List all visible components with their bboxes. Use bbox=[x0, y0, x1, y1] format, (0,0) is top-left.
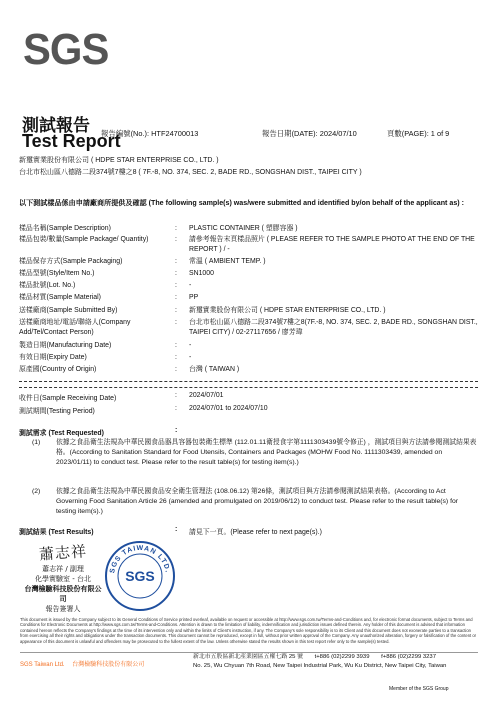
colon: : bbox=[175, 258, 177, 265]
signatory-company: 台灣檢驗科技股份有限公司 bbox=[24, 585, 102, 603]
seal-center-text: SGS bbox=[125, 568, 155, 584]
client-name: 新璽實業股份有限公司 ( HDPE STAR ENTERPRISE CO., LTD. ) bbox=[19, 157, 219, 164]
request-2-text: 依據之食品衛生法規為中華民國食品安全衛生管理法 (108.06.12) 第26條，測試項目與方法請參閱測試結果表格。(According to Act Governing Food Sanitation Article 26 (amended and promulgated on 2019/06/12) to conduct test. Please refer to the result table(s) for testing item(s).) bbox=[56, 488, 459, 515]
footer-company-zh: 台灣檢驗科技股份有限公司 bbox=[72, 662, 145, 668]
field-label: 送樣廠商(Sample Submitted By) bbox=[19, 307, 118, 314]
page-number: 頁數(PAGE): 1 of 9 bbox=[387, 129, 450, 138]
colon: : bbox=[175, 526, 178, 533]
field-value: - bbox=[189, 342, 192, 349]
testing-period-value: 2024/07/01 to 2024/07/10 bbox=[189, 405, 268, 412]
field-value: PP bbox=[189, 294, 199, 301]
report-title-en: Test Report bbox=[22, 131, 121, 151]
field-value: 台灣 ( TAIWAN ) bbox=[189, 366, 240, 373]
client-address: 台北市松山區八德路二段374號7樓之8 ( 7F.-8, NO. 374, SEC. 2, BADE RD., SONGSHAN DIST., TAIPEI CITY ) bbox=[19, 169, 362, 176]
footer-tel: t+886 (02)2299 3939 bbox=[314, 654, 370, 660]
test-results-label: 測試結果 (Test Results) bbox=[19, 529, 94, 536]
footer-address-en: No. 25, Wu Chyuan 7th Road, New Taipei Industrial Park, Wu Ku District, New Taipei City, Taiwan bbox=[193, 663, 447, 669]
field-value: 新璽實業股份有限公司 ( HDPE STAR ENTERPRISE CO., LTD. ) bbox=[189, 307, 386, 314]
request-2-number: (2) bbox=[32, 488, 41, 495]
field-label: 樣品型號(Style/Item No.) bbox=[19, 270, 95, 277]
colon: : bbox=[175, 405, 177, 412]
colon: : bbox=[175, 236, 177, 243]
report-title-zh: 測試報告 bbox=[22, 116, 90, 136]
colon: : bbox=[175, 427, 178, 434]
field-value: 台北市松山區八德路二段374號7樓之8(7F.-8, NO. 374, SEC. 2, BADE RD., SONGSHAN DIST., TAIPEI CITY) / 02-27117656 / 廖芳瑋 bbox=[189, 319, 478, 336]
field-label: 樣品保存方式(Sample Packaging) bbox=[19, 258, 123, 265]
colon: : bbox=[175, 342, 177, 349]
field-label: 樣品包裝/數量(Sample Package/ Quantity) bbox=[19, 236, 149, 243]
colon: : bbox=[175, 392, 177, 399]
field-label: 有效日期(Expiry Date) bbox=[19, 354, 87, 361]
receiving-date-label: 收件日(Sample Receiving Date) bbox=[19, 395, 117, 402]
receiving-date-value: 2024/07/01 bbox=[189, 392, 224, 399]
field-value: 常溫 ( AMBIENT TEMP. ) bbox=[189, 258, 266, 265]
footer-company-en: SGS Taiwan Ltd. bbox=[20, 662, 65, 668]
sample-intro: 以下測試樣品係由申請廠商所提供及確認 (The following sample(s) was/were submitted and identified by/on behalf of the applicant as) : bbox=[19, 199, 464, 207]
field-label: 樣品材質(Sample Material) bbox=[19, 294, 101, 301]
colon: : bbox=[175, 307, 177, 314]
colon: : bbox=[175, 282, 177, 289]
field-label: 樣品名稱(Sample Description) bbox=[19, 225, 111, 232]
report-date: 報告日期(DATE): 2024/07/10 bbox=[262, 129, 357, 138]
footer-company bbox=[20, 659, 144, 668]
colon: : bbox=[175, 354, 177, 361]
colon: : bbox=[175, 319, 177, 326]
colon: : bbox=[175, 366, 177, 373]
signatory-role: 報告簽署人 bbox=[45, 605, 81, 613]
seal-graphic bbox=[104, 540, 176, 612]
footer-fax: f+886 (02)2299 3237 bbox=[381, 654, 436, 660]
colon: : bbox=[175, 294, 177, 301]
field-value: - bbox=[189, 282, 192, 289]
testing-period-label: 測試期間(Testing Period) bbox=[19, 408, 95, 415]
request-1-number: (1) bbox=[32, 439, 41, 446]
double-separator bbox=[19, 381, 478, 388]
field-value: 請參考報告末頁樣品照片 ( PLEASE REFER TO THE SAMPLE PHOTO AT THE END OF THE REPORT ) / - bbox=[189, 236, 475, 253]
footer-address-zh: 新北市五股區新北產業園區五權七路 25 號 bbox=[193, 654, 303, 660]
signatory-lab: 化學實驗室 - 台北 bbox=[35, 575, 91, 583]
handwritten-signature: 蕭志祥 bbox=[38, 542, 88, 564]
request-1-text: 依據之食品衛生法規為中華民國食品器具容器包裝衛生標準 (112.01.11衛授食字第1111303439號令修正) ，測試項目與方法請參閱測試結果表格。(According to Sanitation Standard for Food Utensils, Containers and Packages (MOHW Food No. 1111303439, amended on 2023/01/11) to conduct test. Please refer to the result table(s) for testing item(s).) bbox=[56, 439, 477, 466]
colon: : bbox=[175, 225, 177, 232]
member-of-sgs: Member of the SGS Group bbox=[389, 686, 449, 692]
footer-address bbox=[193, 653, 446, 671]
colon: : bbox=[175, 270, 177, 277]
field-label: 原產國(Country of Origin) bbox=[19, 366, 97, 373]
seal-text: SGS TAIWAN LTD. bbox=[109, 544, 171, 574]
test-requested-label: 測試需求 (Test Requested) bbox=[19, 430, 104, 437]
field-label: 送樣廠商地址/電話/聯絡人(Company Add/Tel/Contact Person) bbox=[19, 319, 131, 336]
test-results-value: 請見下一頁。(Please refer to next page(s).) bbox=[189, 529, 322, 536]
field-value: PLASTIC CONTAINER ( 塑膠容器 ) bbox=[189, 225, 298, 232]
disclaimer: This document is issued by the Company subject to its General Conditions of Service printed overleaf, available on request or accessible at http://www.sgs.com.tw/Terms-and-Conditions and, for electronic format documents, subject to Terms and Conditions for Electronic Documents at http://www.sgs.com.tw/Terms-and-Conditions. Attention is drawn to the limitation of liability, indemnification and jurisdiction issues defined therein. Any holder of this document is advised that information contained hereon reflects the Company's findings at the time of its intervention only and within the limits of Client's instruction, if any. The Company's sole responsibility is to its Client and this document does not exonerate parties to a transaction from exercising all their rights and obligations under the transaction documents. This document cannot be reproduced, except in full, without prior written approval of the Company. Any unauthorized alteration, forgery or falsification of the content or appearance of this document is unlawful and offenders may be prosecuted to the fullest extent of the law. Unless otherwise stated the results shown in this test report refer only to the sample(s) tested. bbox=[20, 617, 477, 644]
field-value: SN1000 bbox=[189, 270, 214, 277]
field-label: 樣品批號(Lot. No.) bbox=[19, 282, 76, 289]
report-number: 報告編號(No.): HTF24700013 bbox=[101, 129, 199, 138]
signature-block bbox=[23, 542, 103, 614]
signatory-name: 蕭志祥 / 副理 bbox=[42, 565, 84, 573]
field-value: - bbox=[189, 354, 192, 361]
sgs-taiwan-seal bbox=[104, 540, 176, 612]
sgs-logo: SGS bbox=[23, 25, 109, 74]
field-label: 製造日期(Manufacturing Date) bbox=[19, 342, 112, 349]
